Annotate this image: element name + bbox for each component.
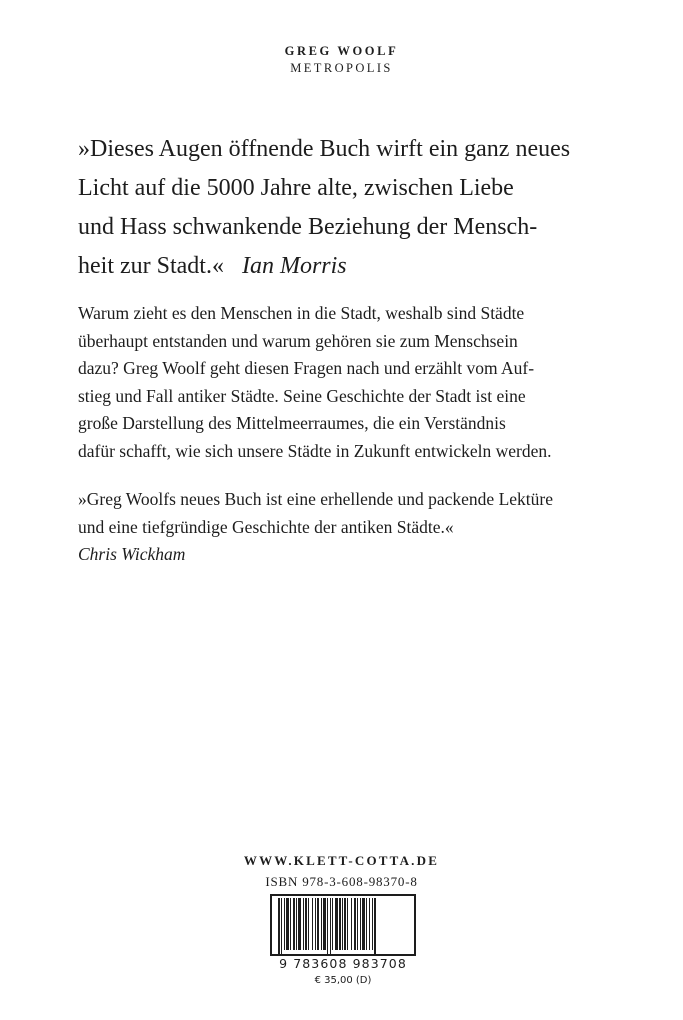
barcode-bar [342, 898, 343, 950]
main-quote-line: und Hass schwankende Beziehung der Mensch- [78, 214, 538, 240]
description-line: Warum zieht es den Menschen in die Stadt, weshalb sind Städte [78, 303, 525, 323]
barcode-bar [305, 898, 307, 950]
second-blurb-quote [78, 486, 638, 569]
barcode-bar [360, 898, 361, 950]
barcode-frame [270, 894, 416, 956]
book-title: METROPOLIS [290, 61, 393, 75]
barcode-bar [286, 898, 289, 950]
barcode-bar [332, 898, 333, 950]
main-quote-line: Licht auf die 5000 Jahre alte, zwischen Liebe [78, 175, 514, 201]
barcode-bar [298, 898, 301, 950]
main-quote-line: heit zur Stadt.« [78, 253, 224, 279]
price-label: € 35,00 (D) [314, 975, 372, 986]
book-description [78, 300, 638, 465]
barcode-bar [335, 898, 338, 950]
description-line: dafür schafft, wie sich unsere Städte in Zukunft entwickeln werden. [78, 440, 552, 461]
description-line: überhaupt entstanden und warum gehören sie zum Menschsein [78, 330, 518, 351]
barcode-bar [366, 898, 367, 950]
barcode-bar [357, 898, 358, 950]
barcode-bar [281, 898, 282, 954]
barcode-bar [293, 898, 295, 950]
barcode-bar [321, 898, 322, 950]
barcode-bar [347, 898, 348, 950]
description-line: dazu? Greg Woolf geht diesen Fragen nach und erzählt vom Auf- [78, 358, 535, 378]
barcode-bar [327, 898, 328, 954]
barcode-bar [362, 898, 365, 950]
cover-header [0, 43, 683, 77]
barcode-bar [278, 898, 280, 954]
main-blurb-quote [78, 130, 638, 286]
barcode-bar [290, 898, 291, 950]
barcode-bar [369, 898, 370, 950]
main-quote-last-line [78, 247, 638, 286]
barcode-bar [351, 898, 352, 950]
publisher-website: WWW.KLETT-COTTA.DE [243, 853, 440, 868]
second-quote-line: »Greg Woolfs neues Buch ist eine erhellende und packende Lektüre [78, 489, 553, 509]
barcode-bar [372, 898, 373, 950]
description-line: große Darstellung des Mittelmeerraumes, die ein Verständnis [78, 413, 506, 433]
barcode-bar [296, 898, 297, 950]
barcode-bar [339, 898, 341, 950]
description-line: stieg und Fall antiker Städte. Seine Geschichte der Stadt ist eine [78, 385, 526, 406]
barcode-bar [330, 898, 331, 954]
main-quote-line: »Dieses Augen öffnende Buch wirft ein ganz neues [78, 136, 571, 162]
isbn-number: ISBN 978-3-608-98370-8 [265, 874, 418, 889]
barcode-icon [278, 898, 410, 954]
barcode-bar [284, 898, 285, 950]
barcode-bar [308, 898, 309, 950]
barcode-bar [312, 898, 313, 950]
main-quote-attribution: Ian Morris [241, 253, 347, 279]
second-quote-attribution: Chris Wickham [78, 544, 186, 564]
barcode-bar [344, 898, 346, 950]
barcode-bar [323, 898, 326, 950]
barcode-bar [315, 898, 316, 950]
author-name: GREG WOOLF [284, 44, 399, 58]
barcode-bar [303, 898, 304, 950]
barcode-bar [374, 898, 376, 954]
barcode-digits: 9 783608 983708 [279, 956, 407, 971]
barcode-bar [317, 898, 319, 950]
barcode-block [270, 894, 416, 990]
second-quote-line: und eine tiefgründige Geschichte der antiken Städte.« [78, 516, 454, 537]
barcode-bar [354, 898, 356, 950]
publisher-footer [0, 852, 683, 891]
